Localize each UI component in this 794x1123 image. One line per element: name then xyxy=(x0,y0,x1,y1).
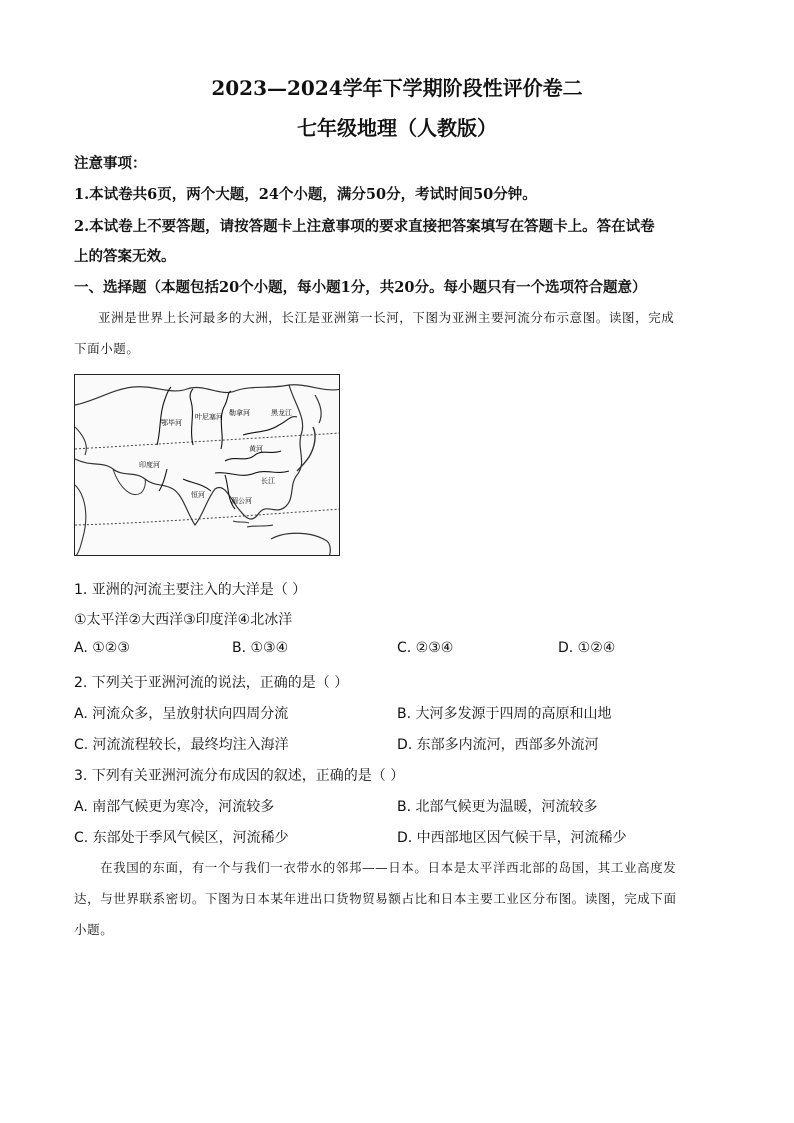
notice-heading: 注意事项： xyxy=(74,155,147,172)
question-1-option-d[interactable]: D. ①②④ xyxy=(558,640,616,656)
question-1-sub: ①太平洋②大西洋③印度洋④北冰洋 xyxy=(74,612,293,628)
question-2-option-a[interactable]: A. 河流众多，呈放射状向四周分流 xyxy=(74,706,289,722)
river-yangtze xyxy=(215,471,289,475)
kamchatka xyxy=(315,395,321,423)
page-subtitle: 七年级地理（人教版） xyxy=(297,116,497,140)
question-3-option-c[interactable]: C. 东部处于季风气候区，河流稀少 xyxy=(74,830,289,846)
question-1-option-c[interactable]: C. ②③④ xyxy=(397,640,454,656)
question-3-option-b[interactable]: B. 北部气候更为温暖，河流较多 xyxy=(397,799,598,815)
river-yenisei xyxy=(190,389,193,445)
label-ob: 鄂毕河 xyxy=(161,419,182,427)
question-2-option-d[interactable]: D. 东部多内流河，西部多外流河 xyxy=(397,737,599,753)
river-heilong xyxy=(243,417,297,435)
label-lena: 勒拿河 xyxy=(229,409,250,417)
question-3-stem: 3. 下列有关亚洲河流分布成因的叙述，正确的是（ ） xyxy=(74,768,405,784)
notice-item-1: 1.本试卷共6页，两个大题，24个小题，满分50分，考试时间50分钟。 xyxy=(74,186,537,203)
label-yenisei: 叶尼塞河 xyxy=(195,413,223,421)
river-ob xyxy=(157,387,171,445)
australia xyxy=(271,533,330,556)
question-3-option-d[interactable]: D. 中西部地区因气候干旱，河流稀少 xyxy=(397,830,627,846)
page-title: 2023—2024学年下学期阶段性评价卷二 xyxy=(211,76,583,100)
passage-1-line-2: 下面小题。 xyxy=(74,341,140,356)
label-ganges: 恒河 xyxy=(191,491,205,499)
label-heilong: 黑龙江 xyxy=(271,409,292,417)
passage-1 xyxy=(74,302,719,364)
question-3-option-a[interactable]: A. 南部气候更为寒冷，河流较多 xyxy=(74,799,275,815)
question-1-option-a[interactable]: A. ①②③ xyxy=(74,640,130,656)
label-yangtze: 长江 xyxy=(261,477,275,485)
coastline xyxy=(75,385,340,405)
river-indus xyxy=(159,469,167,491)
asia-river-map xyxy=(74,374,340,556)
passage-2-line-3: 小题。 xyxy=(74,922,114,937)
passage-2 xyxy=(74,852,719,945)
question-1-stem: 1. 亚洲的河流主要注入的大洋是（ ） xyxy=(74,582,307,598)
section-1-heading: 一、选择题（本题包括20个小题，每小题1分，共20分。每小题只有一个选项符合题意） xyxy=(74,279,647,296)
label-yellow: 黄河 xyxy=(249,445,263,453)
europe-africa xyxy=(75,427,86,556)
asia-river-map-figure xyxy=(75,375,340,556)
passage-2-line-1: 在我国的东面，有一个与我们一衣带水的邻邦——日本。日本是太平洋西北部的岛国，其工业高度发 xyxy=(100,860,677,875)
notice-item-2-line-2: 上的答案无效。 xyxy=(74,248,176,265)
passage-1-line-1: 亚洲是世界上长河最多的大洲，长江是亚洲第一长河，下图为亚洲主要河流分布示意图。读图，完成 xyxy=(98,310,675,325)
notice-item-2-line-1: 2.本试卷上不要答题，请按答题卡上注意事项的要求直接把答案填写在答题卡上。答在试卷 xyxy=(74,218,655,235)
japan xyxy=(297,427,315,471)
river-ganges xyxy=(183,479,211,491)
label-indus: 印度河 xyxy=(139,461,160,469)
passage-2-line-2: 达，与世界联系密切。下图为日本某年进出口货物贸易额占比和日本主要工业区分布图。读图，完成下面 xyxy=(74,891,677,906)
equator-line xyxy=(75,509,340,525)
question-2-option-c[interactable]: C. 河流流程较长，最终均注入海洋 xyxy=(74,737,289,753)
question-2-stem: 2. 下列关于亚洲河流的说法，正确的是（ ） xyxy=(74,675,349,691)
question-1-option-b[interactable]: B. ①③④ xyxy=(232,640,289,656)
indonesia xyxy=(233,521,273,527)
label-mekong: 湄公河 xyxy=(231,497,252,505)
arabia xyxy=(113,469,145,495)
question-2-option-b[interactable]: B. 大河多发源于四周的高原和山地 xyxy=(397,706,612,722)
